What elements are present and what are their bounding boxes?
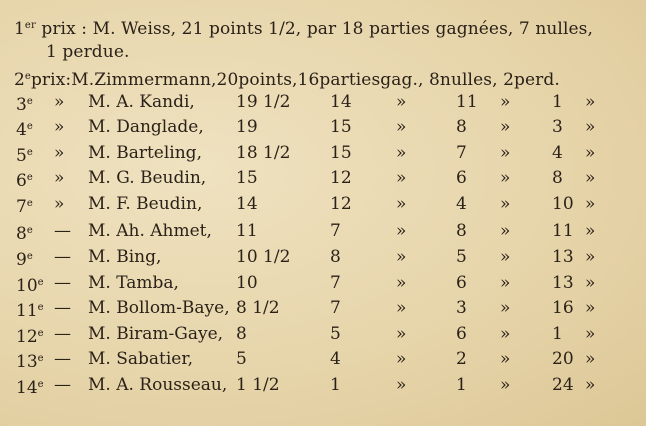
- rank-cell: 9e: [16, 250, 33, 270]
- wins-cell: 14: [330, 92, 352, 112]
- ditto-mark: »: [396, 349, 407, 369]
- draws-cell: 7: [456, 143, 467, 163]
- draws-cell: 11: [456, 92, 478, 112]
- points-cell: 8 1/2: [236, 298, 280, 318]
- separator-cell: —: [54, 221, 71, 241]
- losses-cell: 4: [552, 143, 563, 163]
- losses-cell: 11: [552, 221, 574, 241]
- draws-cell: 8: [456, 221, 467, 241]
- ditto-mark: »: [500, 324, 511, 344]
- ditto-mark: »: [585, 92, 596, 112]
- second-prize-line: 2eprix:M.Zimmermann,20points,16partiesgag., 8nulles, 2perd.: [14, 70, 560, 90]
- rank-cell: 7e: [16, 197, 33, 217]
- losses-cell: 3: [552, 117, 563, 137]
- table-row: [0, 142, 646, 167]
- player-name: M. A. Rousseau,: [88, 375, 228, 395]
- first-prize-line: 1er prix : M. Weiss, 21 points 1/2, par 18 parties gagnées, 7 nulles,: [14, 19, 593, 39]
- wins-cell: 1: [330, 375, 341, 395]
- ditto-mark: »: [585, 221, 596, 241]
- wins-cell: 4: [330, 349, 341, 369]
- points-cell: 19: [236, 117, 258, 137]
- ditto-mark: »: [396, 168, 407, 188]
- points-cell: 15: [236, 168, 258, 188]
- table-row: [0, 348, 646, 373]
- player-name: M. Biram-Gaye,: [88, 324, 224, 344]
- points-cell: 1 1/2: [236, 375, 280, 395]
- losses-cell: 13: [552, 247, 574, 267]
- table-row: [0, 220, 646, 245]
- ditto-mark: »: [396, 92, 407, 112]
- ditto-mark: »: [585, 324, 596, 344]
- losses-cell: 13: [552, 273, 574, 293]
- points-cell: 5: [236, 349, 247, 369]
- ditto-mark: »: [500, 194, 511, 214]
- player-name: M. Danglade,: [88, 117, 204, 137]
- ditto-mark: »: [500, 375, 511, 395]
- table-row: [0, 167, 646, 192]
- ditto-mark: »: [500, 247, 511, 267]
- points-cell: 18 1/2: [236, 143, 291, 163]
- separator-cell: —: [54, 349, 71, 369]
- table-row: [0, 116, 646, 141]
- ditto-mark: »: [500, 349, 511, 369]
- separator-cell: »: [54, 92, 65, 112]
- wins-cell: 15: [330, 143, 352, 163]
- table-row: [0, 91, 646, 116]
- rank-cell: 4e: [16, 120, 33, 140]
- wins-cell: 8: [330, 247, 341, 267]
- ditto-mark: »: [585, 168, 596, 188]
- separator-cell: »: [54, 194, 65, 214]
- losses-cell: 1: [552, 92, 563, 112]
- player-name: M. Bing,: [88, 247, 162, 267]
- table-row: [0, 193, 646, 218]
- ditto-mark: »: [396, 298, 407, 318]
- separator-cell: »: [54, 143, 65, 163]
- separator-cell: —: [54, 247, 71, 267]
- player-name: M. Sabatier,: [88, 349, 194, 369]
- ditto-mark: »: [396, 247, 407, 267]
- draws-cell: 6: [456, 324, 467, 344]
- ditto-mark: »: [500, 168, 511, 188]
- player-name: M. Bollom-Baye,: [88, 298, 230, 318]
- points-cell: 10: [236, 273, 258, 293]
- points-cell: 19 1/2: [236, 92, 291, 112]
- player-name: M. Barteling,: [88, 143, 202, 163]
- rank-cell: 13e: [16, 352, 44, 372]
- rank-cell: 10e: [16, 276, 44, 296]
- rank-cell: 12e: [16, 327, 44, 347]
- table-row: [0, 246, 646, 271]
- points-cell: 8: [236, 324, 247, 344]
- losses-cell: 20: [552, 349, 574, 369]
- draws-cell: 6: [456, 273, 467, 293]
- ditto-mark: »: [396, 117, 407, 137]
- player-name: M. F. Beudin,: [88, 194, 203, 214]
- ditto-mark: »: [585, 273, 596, 293]
- draws-cell: 3: [456, 298, 467, 318]
- wins-cell: 12: [330, 168, 352, 188]
- losses-cell: 24: [552, 375, 574, 395]
- ditto-mark: »: [500, 273, 511, 293]
- ditto-mark: »: [396, 324, 407, 344]
- points-cell: 10 1/2: [236, 247, 291, 267]
- ditto-mark: »: [585, 247, 596, 267]
- wins-cell: 5: [330, 324, 341, 344]
- wins-cell: 7: [330, 298, 341, 318]
- ditto-mark: »: [500, 221, 511, 241]
- table-row: [0, 374, 646, 399]
- draws-cell: 6: [456, 168, 467, 188]
- separator-cell: —: [54, 298, 71, 318]
- draws-cell: 4: [456, 194, 467, 214]
- table-row: [0, 297, 646, 322]
- separator-cell: —: [54, 375, 71, 395]
- ditto-mark: »: [585, 298, 596, 318]
- points-cell: 11: [236, 221, 258, 241]
- ditto-mark: »: [500, 143, 511, 163]
- losses-cell: 10: [552, 194, 574, 214]
- separator-cell: —: [54, 324, 71, 344]
- table-row: [0, 323, 646, 348]
- rank-cell: 8e: [16, 224, 33, 244]
- draws-cell: 5: [456, 247, 467, 267]
- wins-cell: 12: [330, 194, 352, 214]
- losses-cell: 1: [552, 324, 563, 344]
- player-name: M. A. Kandi,: [88, 92, 195, 112]
- ditto-mark: »: [585, 143, 596, 163]
- wins-cell: 7: [330, 273, 341, 293]
- ditto-mark: »: [585, 349, 596, 369]
- draws-cell: 2: [456, 349, 467, 369]
- separator-cell: »: [54, 117, 65, 137]
- ditto-mark: »: [585, 117, 596, 137]
- separator-cell: »: [54, 168, 65, 188]
- ditto-mark: »: [500, 117, 511, 137]
- first-prize-line-2: 1 perdue.: [46, 42, 130, 62]
- table-row: [0, 272, 646, 297]
- rank-cell: 3e: [16, 95, 33, 115]
- wins-cell: 15: [330, 117, 352, 137]
- ditto-mark: »: [500, 92, 511, 112]
- draws-cell: 1: [456, 375, 467, 395]
- player-name: M. G. Beudin,: [88, 168, 207, 188]
- rank-cell: 6e: [16, 171, 33, 191]
- losses-cell: 16: [552, 298, 574, 318]
- points-cell: 14: [236, 194, 258, 214]
- player-name: M. Ah. Ahmet,: [88, 221, 212, 241]
- ditto-mark: »: [396, 273, 407, 293]
- draws-cell: 8: [456, 117, 467, 137]
- ditto-mark: »: [396, 221, 407, 241]
- losses-cell: 8: [552, 168, 563, 188]
- ditto-mark: »: [500, 298, 511, 318]
- rank-cell: 11e: [16, 301, 44, 321]
- ditto-mark: »: [396, 143, 407, 163]
- rank-cell: 14e: [16, 378, 44, 398]
- rank-cell: 5e: [16, 146, 33, 166]
- player-name: M. Tamba,: [88, 273, 179, 293]
- ditto-mark: »: [585, 194, 596, 214]
- wins-cell: 7: [330, 221, 341, 241]
- ditto-mark: »: [585, 375, 596, 395]
- separator-cell: —: [54, 273, 71, 293]
- ditto-mark: »: [396, 375, 407, 395]
- ditto-mark: »: [396, 194, 407, 214]
